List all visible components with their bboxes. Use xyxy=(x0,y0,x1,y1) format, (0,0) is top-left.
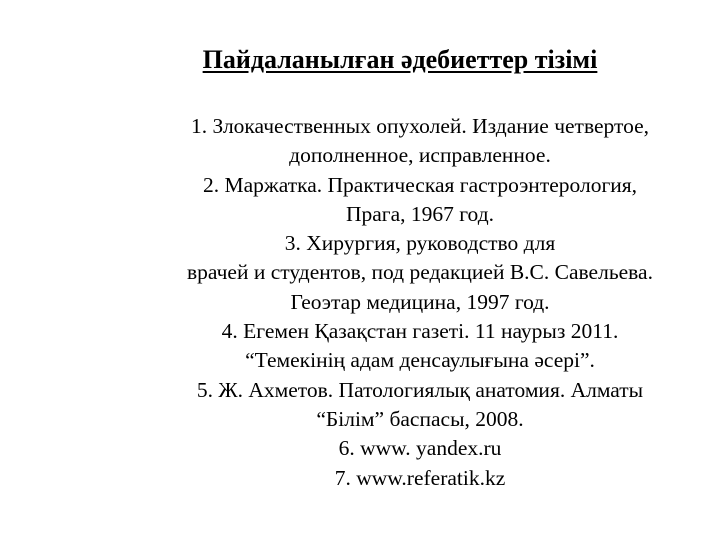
reference-item xyxy=(0,434,720,463)
reference-item xyxy=(0,464,720,493)
reference-line: “Темекінің адам денсаулығына әсері”. xyxy=(245,348,595,373)
reference-line: Прага, 1967 год. xyxy=(345,201,495,226)
reference-link-yandex: 6. www. yandex.ru xyxy=(338,436,502,461)
reference-link-referatik: 7. www.referatik.kz xyxy=(334,465,506,490)
reference-line: 1. Злокачественных опухолей. Издание четвертое, xyxy=(190,114,650,138)
reference-line: 4. Егемен Қазақстан газеті. 11 наурыз 2011. xyxy=(221,319,619,344)
reference-line: врачей и студентов, под редакцией В.С. Савельева. xyxy=(187,260,653,285)
reference-item xyxy=(0,317,720,376)
reference-line: 5. Ж. Ахметов. Патологиялық анатомия. Алматы xyxy=(196,377,644,402)
reference-line: 3. Хирургия, руководство для xyxy=(284,231,556,256)
reference-line: “Білім” баспасы, 2008. xyxy=(316,406,524,431)
reference-line: дополненное, исправленное. xyxy=(289,143,551,168)
page-title: Пайдаланылған әдебиеттер тізімі xyxy=(202,45,598,74)
reference-item xyxy=(0,376,720,435)
reference-item xyxy=(0,112,720,171)
reference-list xyxy=(0,112,720,493)
reference-line: 2. Маржатка. Практическая гастроэнтерология, xyxy=(202,172,638,197)
reference-line: Геоэтар медицина, 1997 год. xyxy=(290,289,550,314)
reference-item xyxy=(0,171,720,230)
reference-item xyxy=(0,229,720,317)
